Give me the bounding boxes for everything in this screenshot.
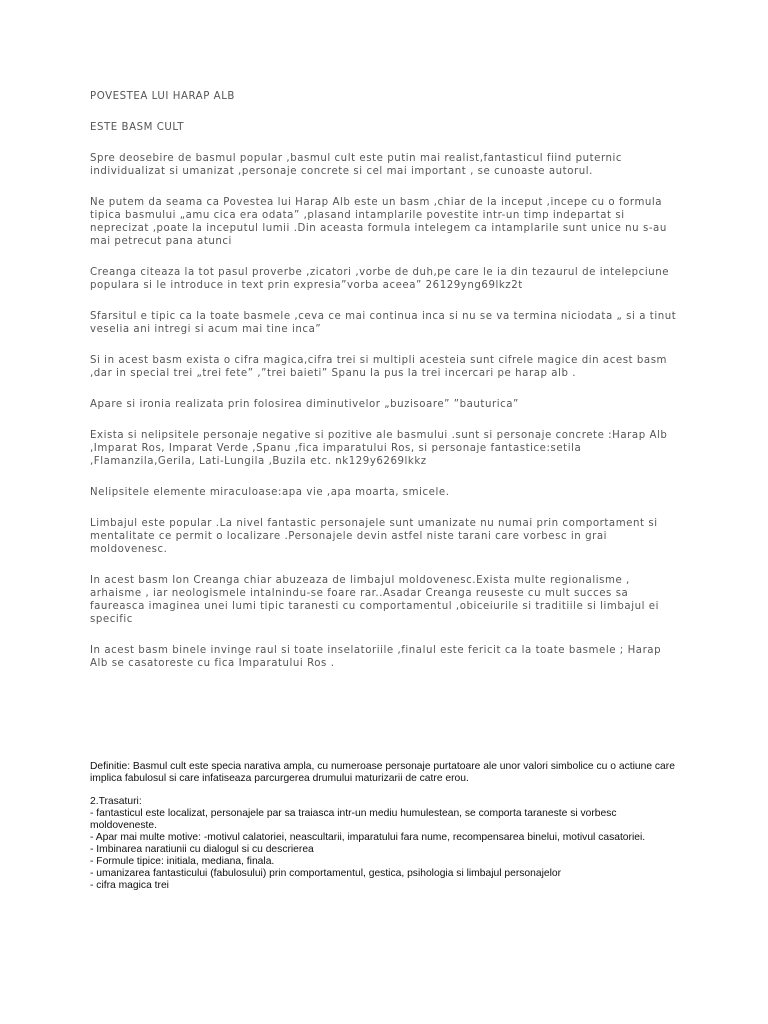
paragraph: Apare si ironia realizata prin folosirea diminutivelor „buzisoare” ”bauturica” bbox=[90, 399, 519, 410]
essay-section bbox=[90, 90, 682, 688]
document-title: POVESTEA LUI HARAP ALB bbox=[90, 91, 235, 102]
paragraph: Limbajul este popular .La nivel fantastic personajele sunt umanizate nu numai prin comportament si mentalitate ce permit o localizare .Personajele devin astfel niste tarani care vorbesc in grai moldovenesc. bbox=[90, 518, 658, 555]
paragraph: In acest basm binele invinge raul si toate inselatoriile ,finalul este fericit ca la toate basmele ; Harap Alb se casatoreste cu fica Imparatului Ros . bbox=[90, 645, 662, 669]
traits-list bbox=[90, 808, 682, 892]
list-item: - umanizarea fantasticului (fabulosului) prin comportamentul, gestica, psihologia si limbajul personajelor bbox=[90, 868, 562, 879]
paragraph: Creanga citeaza la tot pasul proverbe ,zicatori ,vorbe de duh,pe care le ia din tezaurul de intelepciune populara si le introduce in text prin expresia”vorba aceea” 26129yng69lkz2t bbox=[90, 267, 670, 291]
definition-paragraph: Definitie: Basmul cult este specia narativa ampla, cu numeroase personaje purtatoare ale unor valori simbolice cu o actiune care implica fabulosul si care infatiseaza parcurgerea drumului maturizarii de catre erou. bbox=[90, 761, 675, 784]
list-item: - cifra magica trei bbox=[90, 880, 169, 891]
list-item: - Formule tipice: initiala, mediana, finala. bbox=[90, 856, 275, 867]
paragraph: Si in acest basm exista o cifra magica,cifra trei si multipli acesteia sunt cifrele magice din acest basm ,dar in special trei „trei fete” ,”trei baieti” Spanu la pus la trei incercari pe harap alb . bbox=[90, 355, 668, 379]
list-item: - Apar mai multe motive: -motivul calatoriei, neascultarii, imparatului fara nume, recompensarea binelui, motivul casatoriei. bbox=[90, 832, 646, 843]
list-item: - Imbinarea naratiunii cu dialogul si cu descrierea bbox=[90, 844, 314, 855]
list-item: - fantasticul este localizat, personajele par sa traiasca intr-un mediu humulestean, se comporta taraneste si vorbesc moldoveneste. bbox=[90, 808, 617, 831]
paragraph: Ne putem da seama ca Povestea lui Harap Alb este un basm ,chiar de la inceput ,incepe cu o formula tipica basmului „amu cica era odata” ,plasand intamplarile povestite intr-un timp indepartat si neprecizat ,poate la inceputul lumii .Din aceasta formula intelegem ca intamplarile sunt unice nu s-au mai petrecut pana atunci bbox=[90, 197, 667, 247]
paragraph: Exista si nelipsitele personaje negative si pozitive ale basmului .sunt si personaje concrete :Harap Alb ,Imparat Ros, Imparat Verde ,Spanu ,fica imparatului Ros, si personaje fantastice:setila ,Flamanzila,Gerila, Lati-Lungila ,Buzila etc. nk129y6269lkkz bbox=[90, 430, 668, 467]
document-subtitle: ESTE BASM CULT bbox=[90, 122, 185, 133]
paragraph: Spre deosebire de basmul popular ,basmul cult este putin mai realist,fantasticul fiind puternic individualizat si umanizat ,personaje concrete si cel mai important , se cunoaste autorul. bbox=[90, 153, 623, 177]
paragraph: Nelipsitele elemente miraculoase:apa vie ,apa moarta, smicele. bbox=[90, 487, 450, 498]
traits-heading: 2.Trasaturi: bbox=[90, 796, 142, 807]
paragraph: Sfarsitul e tipic ca la toate basmele ,ceva ce mai continua inca si nu se va termina niciodata „ si a tinut veselia ani intregi si acum mai tine inca” bbox=[90, 311, 677, 335]
notes-section bbox=[90, 761, 682, 892]
paragraph: In acest basm Ion Creanga chiar abuzeaza de limbajul moldovenesc.Exista multe regionalisme , arhaisme , iar neologismele intalnindu-se foare rar..Asadar Creanga reuseste cu mult succes sa faureasca imaginea unei lumi tipic taranesti cu comportamentul ,obiceiurile si traditiile si limbajul ei specific bbox=[90, 575, 659, 625]
